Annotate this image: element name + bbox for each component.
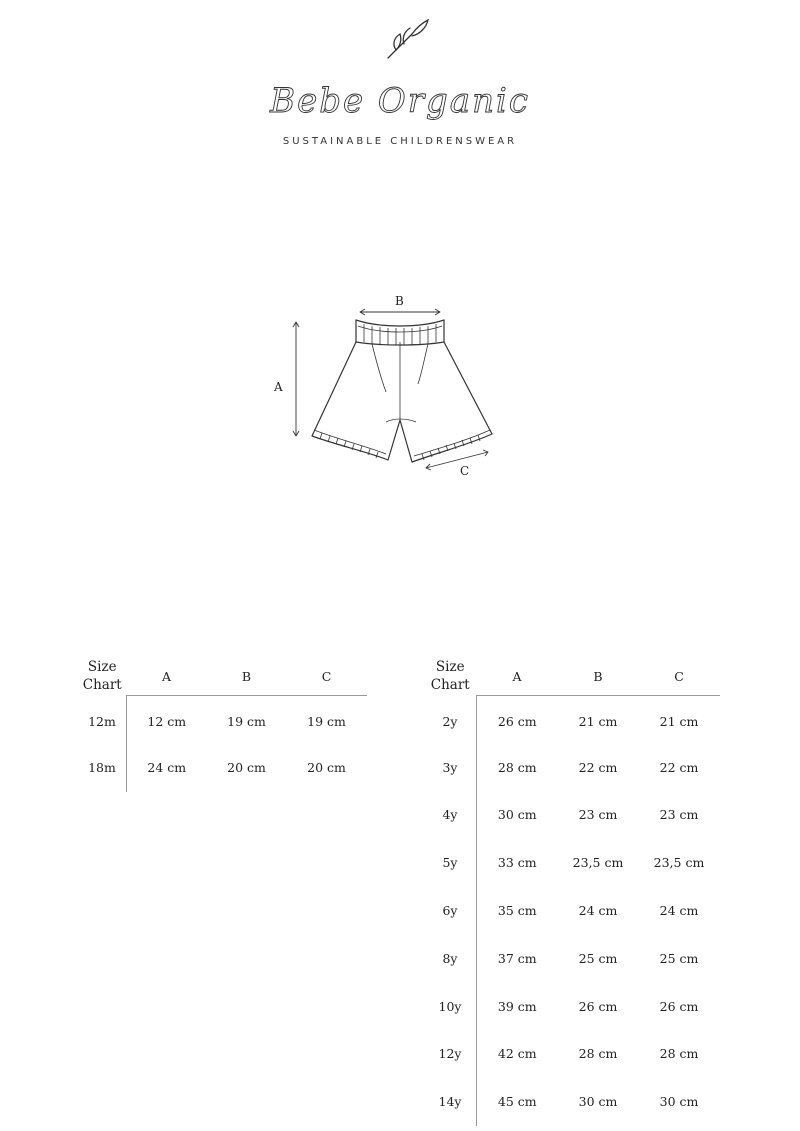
size-cell: 3y <box>424 743 477 791</box>
value-cell-b: 22 cm <box>578 759 618 775</box>
value-cell-c: 24 cm <box>659 903 699 919</box>
value-cell-c: 22 cm <box>659 759 699 775</box>
value-cell-a: 26 cm <box>497 714 537 730</box>
column-header-c: C <box>287 657 367 696</box>
leaf-sprig-icon <box>388 20 428 58</box>
size-chart-table-baby <box>78 657 367 792</box>
value-cell-b: 23,5 cm <box>572 855 624 871</box>
table-row <box>424 791 720 839</box>
shorts-outline-icon <box>260 280 520 490</box>
column-header-b: B <box>558 657 639 696</box>
table-row <box>424 696 720 744</box>
column-header-a: A <box>477 657 558 696</box>
size-cell: 10y <box>424 982 477 1030</box>
value-cell-a: 37 cm <box>497 950 537 966</box>
table-header-row <box>424 657 720 696</box>
column-header-c: C <box>639 657 720 696</box>
table-row <box>424 1078 720 1126</box>
value-cell-c: 21 cm <box>659 714 699 730</box>
value-cell-a: 24 cm <box>147 760 187 775</box>
value-cell-a: 30 cm <box>497 807 537 823</box>
size-cell: 2y <box>424 696 477 744</box>
size-chart-heading-line2: Chart <box>82 677 122 694</box>
size-chart-heading <box>424 657 477 696</box>
size-chart-heading <box>78 657 127 696</box>
size-cell: 12y <box>424 1030 477 1078</box>
size-cell: 8y <box>424 934 477 982</box>
value-cell-c: 28 cm <box>659 1046 699 1062</box>
value-cell-c: 25 cm <box>659 950 699 966</box>
shorts-diagram <box>260 280 520 490</box>
size-chart-table-kids <box>424 657 720 1126</box>
value-cell-b: 19 cm <box>227 714 266 730</box>
column-header-b: B <box>207 657 287 696</box>
value-cell-b: 21 cm <box>578 714 618 730</box>
table-row <box>424 839 720 887</box>
value-cell-b: 20 cm <box>227 760 266 775</box>
brand-tagline: SUSTAINABLE CHILDRENSWEAR <box>282 136 518 147</box>
brand-header <box>0 0 800 170</box>
dimension-label-a: A <box>274 380 283 394</box>
value-cell-a: 33 cm <box>497 855 537 871</box>
value-cell-a: 42 cm <box>497 1046 537 1062</box>
value-cell-c: 20 cm <box>307 760 346 775</box>
dimension-label-b: B <box>395 294 404 308</box>
table-row <box>424 887 720 935</box>
size-chart-heading-line2: Chart <box>430 677 470 694</box>
value-cell-c: 19 cm <box>307 714 346 730</box>
value-cell-b: 26 cm <box>578 998 618 1014</box>
table-row <box>78 696 367 744</box>
value-cell-c: 30 cm <box>659 1094 699 1110</box>
value-cell-a: 45 cm <box>497 1094 537 1110</box>
value-cell-a: 28 cm <box>497 759 537 775</box>
dimension-label-c: C <box>460 464 470 478</box>
table-row <box>424 1030 720 1078</box>
table-header-row <box>78 657 367 696</box>
value-cell-a: 35 cm <box>497 903 537 919</box>
brand-name: Bebe Organic <box>270 81 530 121</box>
value-cell-a: 39 cm <box>497 998 537 1014</box>
value-cell-b: 24 cm <box>578 903 618 919</box>
table-row <box>78 744 367 792</box>
value-cell-c: 23 cm <box>659 807 699 823</box>
value-cell-b: 30 cm <box>578 1094 618 1110</box>
size-cell: 18m <box>78 744 127 792</box>
size-cell: 5y <box>424 839 477 887</box>
size-chart-heading-line1: Size <box>435 659 465 676</box>
column-header-a: A <box>127 657 207 696</box>
value-cell-b: 28 cm <box>578 1046 618 1062</box>
table-row <box>424 934 720 982</box>
size-cell: 14y <box>424 1078 477 1126</box>
value-cell-b: 23 cm <box>578 807 618 823</box>
value-cell-c: 26 cm <box>659 998 699 1014</box>
size-cell: 6y <box>424 887 477 935</box>
value-cell-c: 23,5 cm <box>653 855 705 871</box>
table-row <box>424 982 720 1030</box>
table-row <box>424 743 720 791</box>
value-cell-a: 12 cm <box>147 714 187 730</box>
size-cell: 4y <box>424 791 477 839</box>
size-chart-heading-line1: Size <box>87 659 117 676</box>
size-cell: 12m <box>78 696 127 744</box>
value-cell-b: 25 cm <box>578 950 618 966</box>
